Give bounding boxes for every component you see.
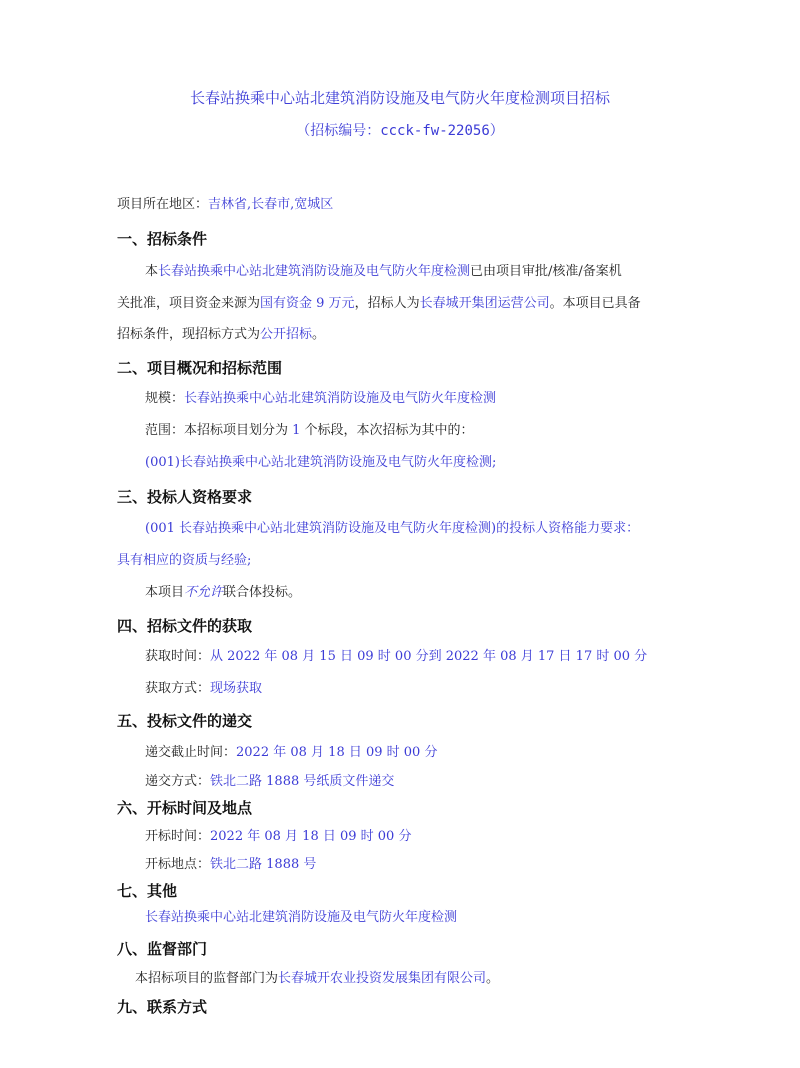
s4-time-label: 获取时间： — [145, 649, 211, 664]
tender-code-suffix: ） — [489, 123, 504, 139]
project-region — [117, 195, 333, 215]
s6-time-value: 2022 年 08 月 18 日 09 时 00 分 — [210, 829, 412, 844]
s2-text: 范围：本招标项目划分为 — [145, 423, 293, 438]
s2-scale-value: 长春站换乘中心站北建筑消防设施及电气防火年度检测 — [184, 391, 497, 406]
s3-text: 本项目 — [145, 585, 185, 600]
section-1-heading: 一、招标条件 — [117, 230, 208, 248]
section-4-heading: 四、招标文件的获取 — [117, 617, 253, 635]
s6-time — [145, 827, 411, 847]
s1-project-name: 长春站换乘中心站北建筑消防设施及电气防火年度检测 — [158, 264, 471, 279]
s4-time-value: 从 2022 年 08 月 15 日 09 时 00 分到 2022 年 08 月 17 日 17 时 00 分 — [210, 649, 648, 664]
section-7-heading: 七、其他 — [117, 882, 178, 900]
s3-text: 的投标人资格能力要求： — [496, 521, 640, 536]
s7-text: 长春站换乘中心站北建筑消防设施及电气防火年度检测 — [145, 910, 458, 925]
s8-text: 本招标项目的监督部门为 — [135, 971, 279, 986]
region-label: 项目所在地区： — [117, 197, 209, 212]
s1-text: 招标条件，现招标方式为 — [117, 327, 261, 342]
s1-line-1 — [145, 262, 622, 282]
s1-text: ，招标人为 — [354, 296, 420, 311]
section-6-heading: 六、开标时间及地点 — [117, 799, 253, 817]
s2-range — [145, 421, 474, 441]
s6-time-label: 开标时间： — [145, 829, 211, 844]
tender-code-prefix: （招标编号： — [296, 123, 381, 139]
s1-line-2 — [117, 294, 641, 314]
s4-method-value: 现场获取 — [210, 681, 263, 696]
s2-scale — [145, 389, 496, 409]
s3-qualification: 具有相应的资质与经验; — [117, 553, 252, 568]
s1-line-3 — [117, 325, 325, 345]
section-8-heading: 八、监督部门 — [117, 940, 208, 958]
s3-text: 联合体投标。 — [223, 585, 302, 600]
document-title: 长春站换乘中心站北建筑消防设施及电气防火年度检测项目招标 — [189, 89, 610, 107]
s4-method-label: 获取方式： — [145, 681, 211, 696]
s3-lot-ref: (001 长春站换乘中心站北建筑消防设施及电气防火年度检测) — [145, 521, 497, 536]
s2-text: 个标段，本次招标为其中的： — [300, 423, 474, 438]
tender-code — [0, 121, 800, 141]
s1-text: 。 — [312, 327, 326, 342]
s1-tenderer: 长春城开集团运营公司 — [419, 296, 550, 311]
region-value: 吉林省,长春市,宽城区 — [208, 197, 334, 212]
s8-supervisor-name: 长春城开农业投资发展集团有限公司 — [278, 971, 487, 986]
tender-code-value: ccck-fw-22056 — [380, 123, 490, 139]
s5-deadline-label: 递交截止时间： — [145, 745, 237, 760]
s2-lot: (001)长春站换乘中心站北建筑消防设施及电气防火年度检测; — [145, 455, 497, 470]
s1-text: 本 — [145, 264, 159, 279]
s1-text: 已由项目审批/核准/备案机 — [470, 264, 622, 279]
s2-lot-count: 1 — [292, 423, 301, 438]
section-5-heading: 五、投标文件的递交 — [117, 712, 253, 730]
s1-method: 公开招标 — [260, 327, 313, 342]
section-9-heading: 九、联系方式 — [117, 998, 208, 1016]
s3-joint-status: 不允许 — [184, 585, 224, 600]
s3-joint-bid — [145, 583, 301, 603]
s5-method-label: 递交方式： — [145, 774, 211, 789]
s5-deadline-value: 2022 年 08 月 18 日 09 时 00 分 — [236, 745, 438, 760]
s6-place-label: 开标地点： — [145, 857, 211, 872]
s5-method-value: 铁北二路 1888 号纸质文件递交 — [210, 774, 395, 789]
s3-requirement — [145, 519, 639, 539]
s6-place-value: 铁北二路 1888 号 — [210, 857, 317, 872]
s4-time — [145, 647, 647, 667]
section-2-heading: 二、项目概况和招标范围 — [117, 359, 283, 377]
s1-funding: 国有资金 9 万元 — [260, 296, 355, 311]
s2-scale-label: 规模： — [145, 391, 185, 406]
s1-text: 关批准，项目资金来源为 — [117, 296, 261, 311]
s6-place — [145, 855, 316, 875]
s4-method — [145, 679, 262, 699]
s8-supervisor — [135, 969, 499, 989]
section-3-heading: 三、投标人资格要求 — [117, 488, 253, 506]
s5-deadline — [145, 743, 437, 763]
s5-method — [145, 772, 394, 792]
s8-text: 。 — [486, 971, 500, 986]
s1-text: 。本项目已具备 — [549, 296, 641, 311]
